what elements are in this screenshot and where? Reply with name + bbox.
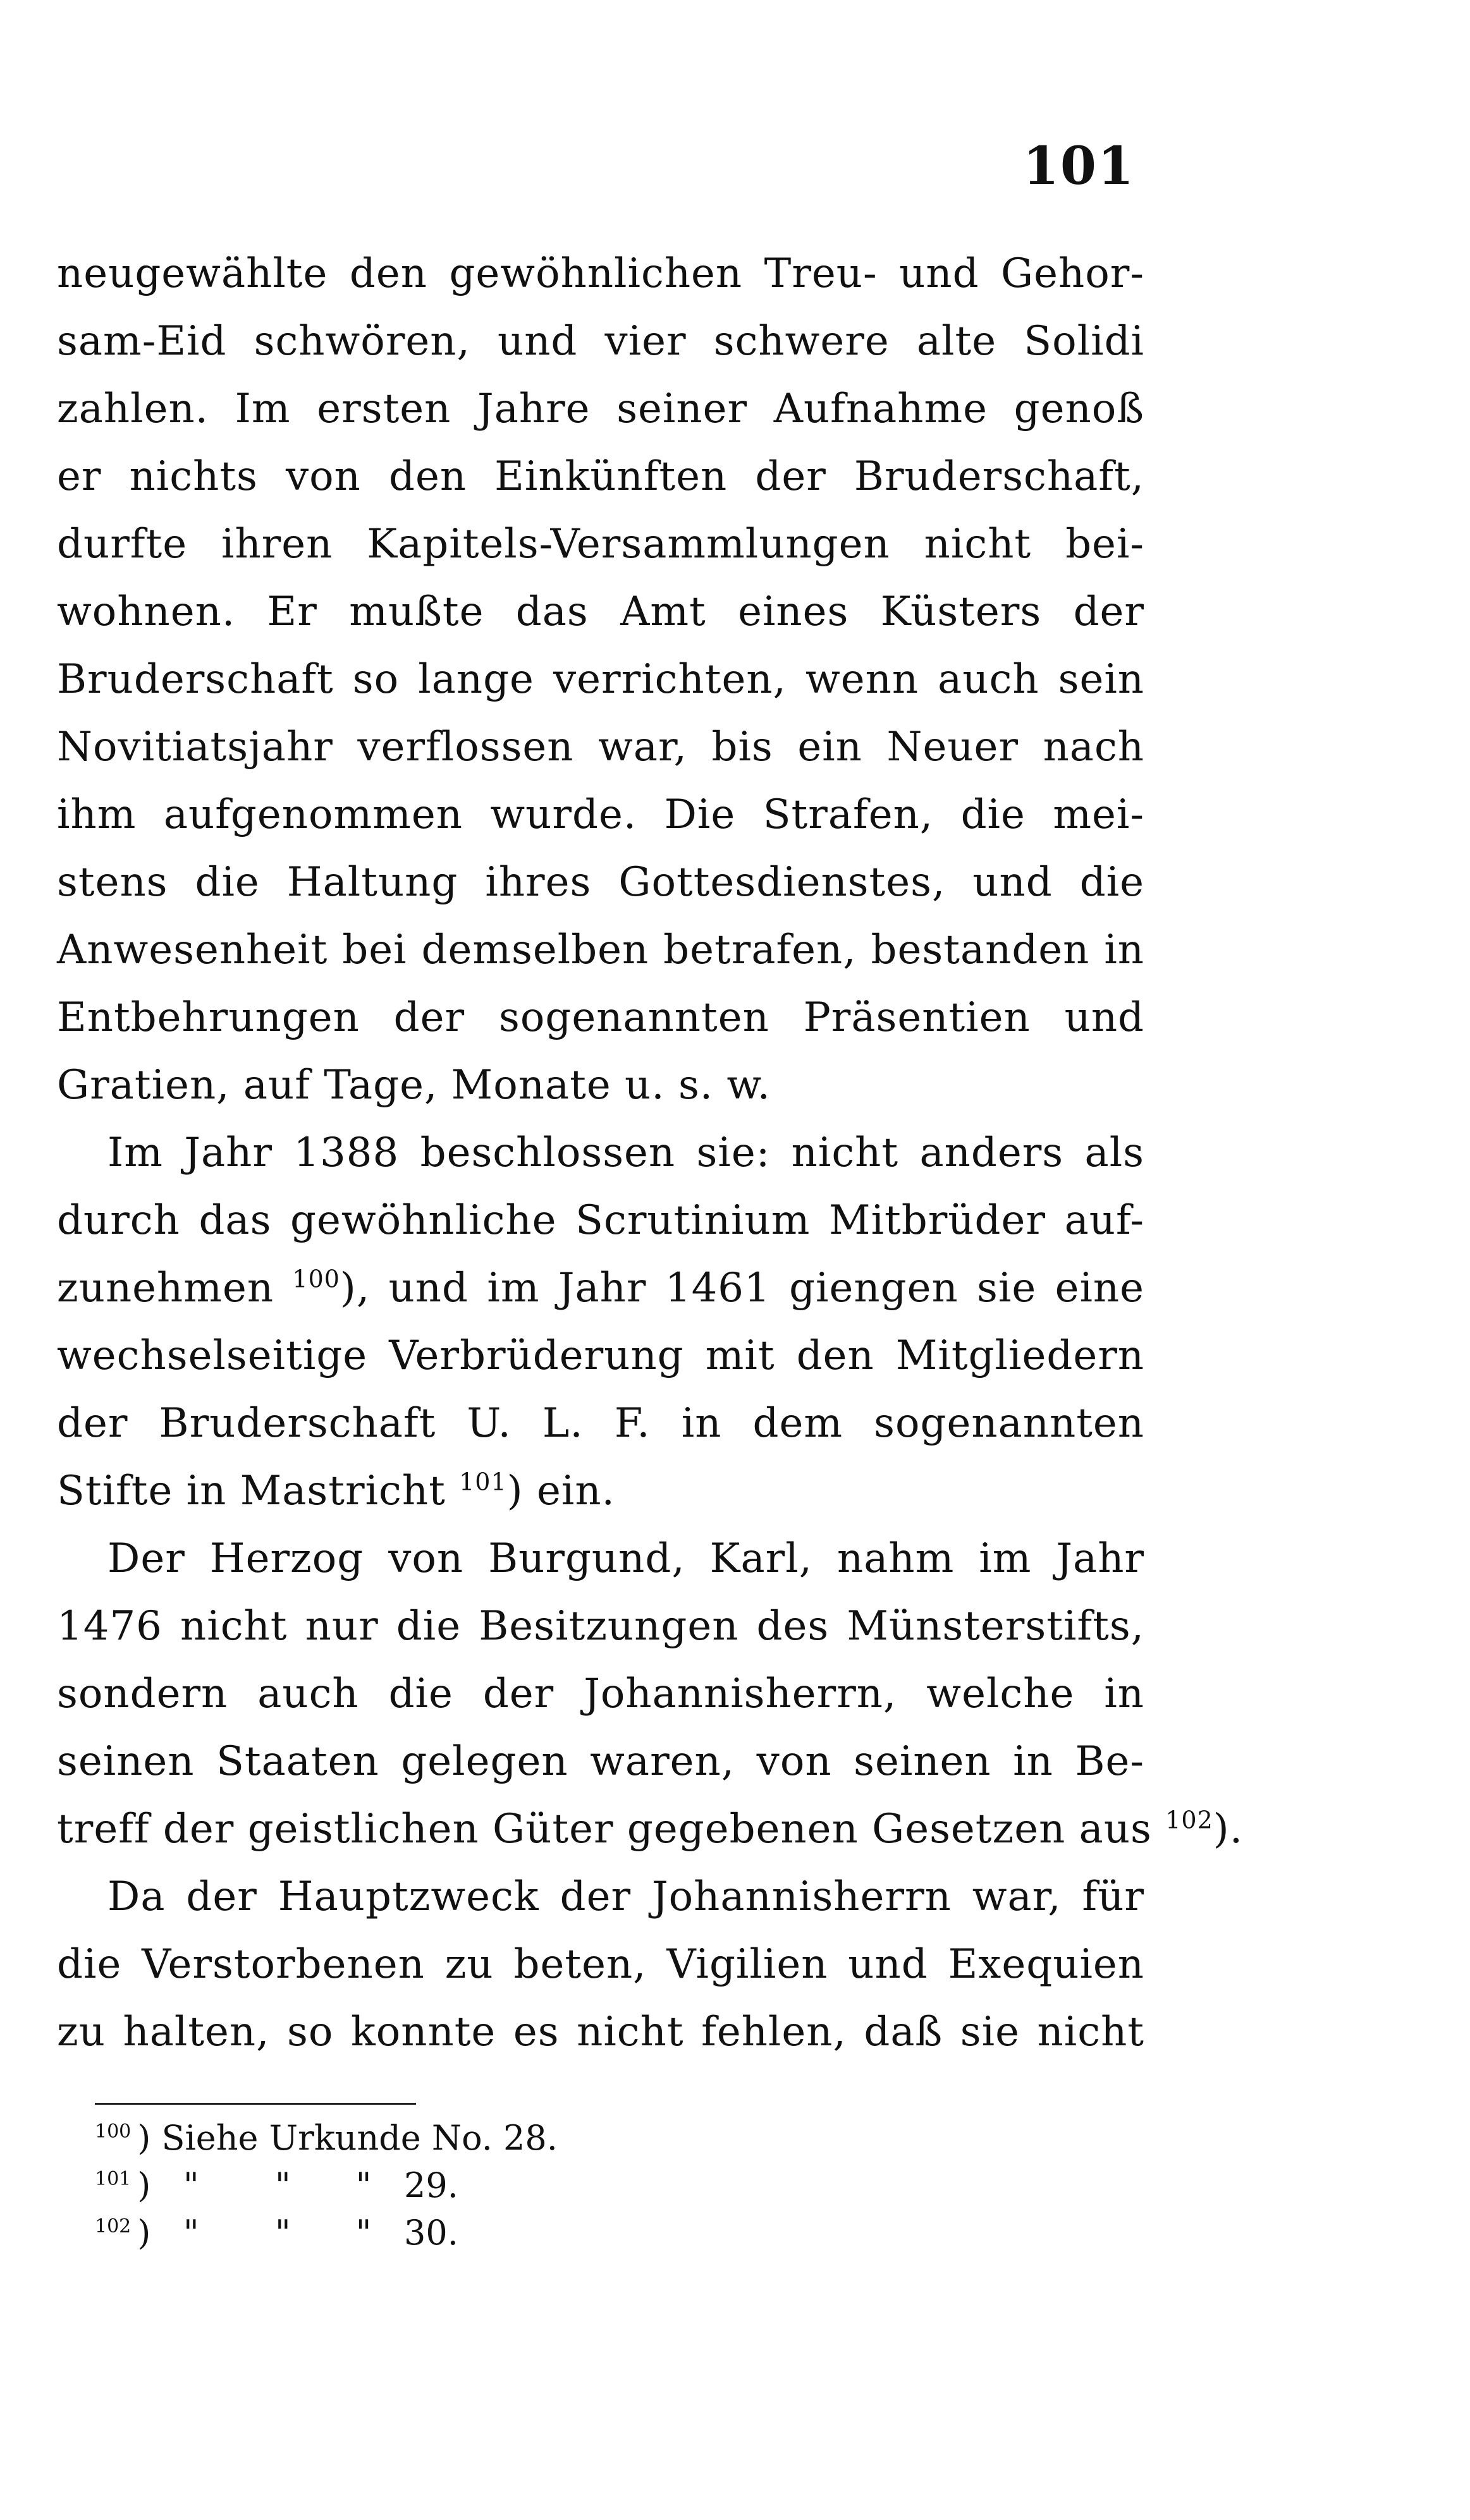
text-line: sondern auch die der Johannisherrn, welche in [57,1671,1144,1717]
text-line: ihm aufgenommen wurde. Die Strafen, die mei- [57,791,1144,838]
text-line: Entbehrungen der sogenannten Präsentien und [57,994,1144,1041]
text-line: Novitiatsjahr verflossen war, bis ein Neuer nach [57,724,1144,770]
footnote-number: 102 [95,2215,132,2237]
text-line [57,1458,1144,1525]
footnote-text: ) " " " 29. [137,2165,458,2205]
page-number: 101 [1022,136,1135,197]
text-line [57,1796,1244,1863]
text-segment: zunehmen [57,1265,274,1312]
text-line: seinen Staaten gelegen waren, von seinen in Be- [57,1738,1144,1785]
text-line: wechselseitige Verbrüderung mit den Mitgliedern [57,1332,1144,1379]
footnote-102 [95,2209,727,2256]
footnote-ref-102[interactable]: 102 [1165,1806,1213,1834]
text-segment: ) ein. [506,1468,615,1514]
footnote-101 [95,2162,727,2209]
footnotes [95,2114,727,2256]
body-text [57,240,1244,2066]
text-line: 1476 nicht nur die Besitzungen des Münsterstifts, [57,1603,1144,1650]
text-line: zahlen. Im ersten Jahre seiner Aufnahme genoß [57,386,1144,432]
text-line: stens die Haltung ihres Gottesdienstes, und die [57,859,1144,906]
text-line: sam-Eid schwören, und vier schwere alte Solidi [57,318,1144,365]
footnote-text: ) Siehe Urkunde No. 28. [137,2118,558,2158]
text-line: wohnen. Er mußte das Amt eines Küsters der [57,588,1144,635]
text-line: durch das gewöhnliche Scrutinium Mitbrüder auf- [57,1197,1144,1244]
footnote-number: 100 [95,2121,132,2143]
text-line: Da der Hauptzweck der Johannisherrn war, für [107,1873,1144,1920]
text-segment: treff der geistlichen Güter gegebenen Gesetzen aus [57,1806,1152,1853]
footnote-ref-100[interactable]: 100 [292,1265,340,1293]
footnote-number: 101 [95,2168,132,2190]
text-line: zu halten, so konnte es nicht fehlen, daß sie nicht [57,2009,1144,2055]
text-line: Im Jahr 1388 beschlossen sie: nicht anders als [107,1129,1144,1176]
footnote-ref-101[interactable]: 101 [459,1468,507,1496]
text-line: durfte ihren Kapitels-Versammlungen nicht bei- [57,521,1144,568]
text-line: Der Herzog von Burgund, Karl, nahm im Jahr [107,1535,1144,1582]
footnote-divider [95,2103,416,2105]
text-line: Bruderschaft so lange verrichten, wenn auch sein [57,656,1144,703]
text-line: neugewählte den gewöhnlichen Treu- und Gehor- [57,250,1144,297]
text-segment: Stifte in Mastricht [57,1468,446,1514]
footnote-100 [95,2114,727,2162]
text-segment: ), und im Jahr 1461 giengen sie eine [340,1265,1145,1312]
text-line: Anwesenheit bei demselben betrafen, bestanden in [57,927,1144,973]
footnote-text: ) " " " 30. [137,2213,458,2253]
text-line: er nichts von den Einkünften der Bruderschaft, [57,453,1144,500]
text-line [57,1255,1144,1322]
text-line: Gratien, auf Tage, Monate u. s. w. [57,1062,771,1109]
text-line: der Bruderschaft U. L. F. in dem sogenannten [57,1400,1144,1447]
text-segment: ). [1213,1806,1244,1853]
text-line: die Verstorbenen zu beten, Vigilien und Exequien [57,1941,1144,1988]
